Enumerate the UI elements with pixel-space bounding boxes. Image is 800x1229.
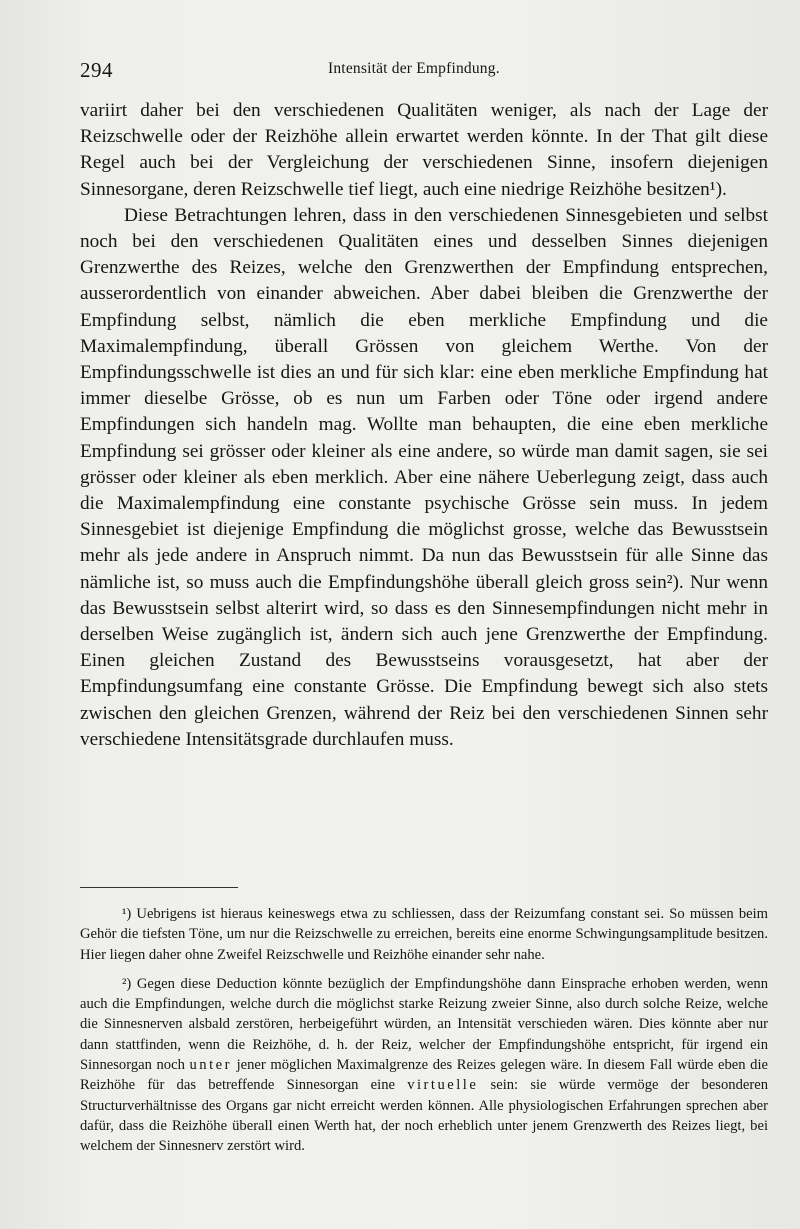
footnote-1: ¹) Uebrigens ist hieraus keineswegs etwa zu schliessen, dass der Reizumfang constant sei. So müssen beim Gehör die tiefsten Töne, um nur die Reizschwelle zu erreichen, bereits eine enorme Schwingungsamplitude besitzen. Hier liegen daher ohne Zweifel Reizschwelle und Reizhöhe einander sehr nahe. (80, 906, 768, 963)
running-title: Intensität der Empfindung. (328, 60, 500, 77)
footnote-divider (80, 887, 238, 888)
paragraph-continuation: variirt daher bei den verschiedenen Qualitäten weniger, als nach der Lage der Reizschwelle oder der Reizhöhe allein erwartet werden könnte. In der That gilt diese Regel auch bei der Vergleichung der verschiedenen Sinne, insofern diejenigen Sinnesorgane, deren Reizschwelle tief liegt, auch eine niedrige Reizhöhe besitzen¹). (80, 100, 768, 200)
footnote-2-text: sein: sie würde vermöge der besonderen Structurverhältnisse des Organs gar nicht erreicht werden können. Alle physiologischen Erfahrungen sprechen aber dafür, dass die Reizhöhe überall einen Werth hat, der noch erheblich unter jenem Grenzwerth des Reizes liegt, bei welchem der Sinnesnerv zerstört wird. (80, 1077, 768, 1155)
footnote-2-emphasis: unter (189, 1057, 232, 1074)
page-header (80, 58, 770, 86)
footnote-2-emphasis: virtuelle (407, 1077, 479, 1094)
page-number: 294 (80, 58, 113, 82)
footnote-2-text: jener möglichen Maximalgrenze des Reizes gelegen wäre. In diesem Fall würde eben die Reizhöhe für das betreffende Sinnesorgan eine (80, 1057, 768, 1094)
footnote-2 (80, 974, 768, 1157)
footnote-2-text: ²) Gegen diese Deduction könnte bezüglich der Empfindungshöhe dann Einsprache erhoben werden, wenn auch die Empfindungen, welche durch die möglichst starke Reizung zweier Sinne, also durch solche Reize, welche die Sinnesnerven alsbald zerstören, herbeigeführt würden, an Intensität verschieden wären. Dies könnte aber nur dann stattfinden, wenn die Reizhöhe, d. h. der Reiz, welcher der Empfindungshöhe entspricht, für irgend ein Sinnesorgan noch (80, 975, 768, 1074)
main-text (80, 98, 768, 753)
footnotes (80, 904, 768, 1166)
paragraph: Diese Betrachtungen lehren, dass in den verschiedenen Sinnesgebieten und selbst noch bei den verschiedenen Qualitäten eines und desselben Sinnes diejenigen Grenzwerthe des Reizes, welche den Grenzwerthen der Empfindung entsprechen, ausserordentlich von einander abweichen. Aber dabei bleiben die Grenzwerthe der Empfindung selbst, nämlich die eben merkliche Empfindung und die Maximalempfindung, überall Grössen von gleichem Werthe. Von der Empfindungsschwelle ist dies an und für sich klar: eine eben merkliche Empfindung hat immer dieselbe Grösse, ob es nun um Farben oder Töne oder irgend andere Empfindungen sich handeln mag. Wollte man behaupten, die eine eben merkliche Empfindung sei grösser oder kleiner als eine andere, so würde man damit sagen, sie sei grösser oder kleiner als eben merklich. Aber eine nähere Ueberlegung zeigt, dass auch die Maximalempfindung eine constante psychische Grösse sein muss. In jedem Sinnesgebiet ist diejenige Empfindung die möglichst grosse, welche das Bewusstsein mehr als jede andere in Anspruch nimmt. Da nun das Bewusstsein für alle Sinne das nämliche ist, so muss auch die Empfindungshöhe überall gleich gross sein²). Nur wenn das Bewusstsein selbst alterirt wird, so dass es den Sinnesempfindungen nicht mehr in derselben Weise zugänglich ist, ändern sich auch jene Grenzwerthe der Empfindung. Einen gleichen Zustand des Bewusstseins vorausgesetzt, hat aber der Empfindungsumfang eine constante Grösse. Die Empfindung bewegt sich also stets zwischen den gleichen Grenzen, während der Reiz bei den verschiedenen Sinnen sehr verschiedene Intensitätsgrade durchlaufen muss. (80, 204, 768, 750)
